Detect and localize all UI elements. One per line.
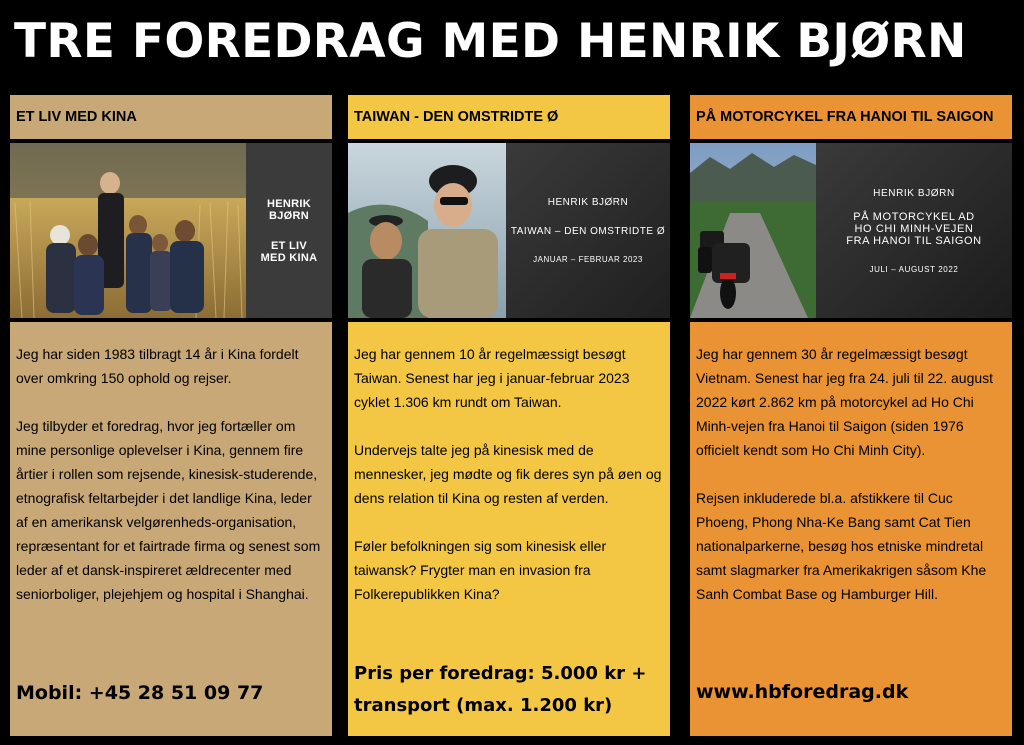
page-title: TRE FOREDRAG MED HENRIK BJØRN: [14, 14, 967, 69]
panel-title-line1: ET LIV: [270, 239, 308, 252]
lecture-card-kina: [10, 143, 332, 318]
body-paragraph: Jeg har siden 1983 tilbragt 14 år i Kina fordelt over omkring 150 ophold og rejser.: [16, 346, 299, 386]
panel-dates: JULI – AUGUST 2022: [869, 264, 959, 274]
panel-title-line3: FRA HANOI TIL SAIGON: [846, 234, 982, 247]
cyclists-photo-image: [348, 143, 506, 318]
photo-motorcycle-road: [690, 143, 816, 318]
body-paragraph: Føler befolkningen sig som kinesisk eller taiwansk? Frygter man en invasion fra Folkerepublikken Kina?: [354, 538, 607, 602]
body-paragraph: Jeg tilbyder et foredrag, hvor jeg fortæller om mine personlige oplevelser i Kina, gennem fire årtier i rollen som rejsende, kinesisk-studerende, etnografisk feltarbejder i det landlige Kina, leder af en amerikansk velgørenheds-organisation, repræsentant for et fairtrade firma og senest som leder af et dansk-inspireret ældrecenter med seniorboliger, plejehjem og hospital i Shanghai.: [16, 418, 321, 602]
motorcycle-photo-image: [690, 143, 816, 318]
panel-title-line2: HO CHI MINH-VEJEN: [854, 222, 974, 235]
price-info: Pris per foredrag: 5.000 kr + transport (max. 1.200 kr): [354, 663, 647, 716]
panel-title: TAIWAN – DEN OMSTRIDTE Ø: [510, 226, 666, 237]
column-header: ET LIV MED KINA: [10, 95, 332, 139]
panel-name-line2: BJØRN: [268, 209, 309, 222]
title-panel: [816, 143, 1012, 318]
panel-title-line1: PÅ MOTORCYKEL AD: [853, 210, 975, 223]
panel-name: HENRIK BJØRN: [547, 197, 629, 208]
column-body: [690, 322, 1012, 736]
column-body: [348, 322, 670, 736]
column-header: TAIWAN - DEN OMSTRIDTE Ø: [348, 95, 670, 139]
lecture-card-taiwan: [348, 143, 670, 318]
body-paragraph: Jeg har gennem 30 år regelmæssigt besøgt Vietnam. Senest har jeg fra 24. juli til 22. august 2022 kørt 2.862 km på motorcykel ad Ho Chi Minh-vejen fra Hanoi til Saigon (siden 1976 officielt kendt som Ho Chi Minh City).: [696, 346, 994, 458]
family-photo-image: [10, 143, 246, 318]
body-paragraph: Jeg har gennem 10 år regelmæssigt besøgt Taiwan. Senest har jeg i januar-februar 2023 cyklet 1.306 km rundt om Taiwan.: [354, 346, 630, 410]
body-paragraph: Undervejs talte jeg på kinesisk med de mennesker, jeg mødte og fik deres syn på øen og dens relation til Kina og resten af verden.: [354, 442, 662, 506]
panel-name: HENRIK BJØRN: [873, 187, 955, 199]
photo-family-in-field: [10, 143, 246, 318]
contact-phone: Mobil: +45 28 51 09 77: [16, 682, 264, 704]
column-body: [10, 322, 332, 736]
panel-title-line2: MED KINA: [260, 251, 318, 264]
title-panel: [506, 143, 670, 318]
column-header: PÅ MOTORCYKEL FRA HANOI TIL SAIGON: [690, 95, 1012, 139]
website-link[interactable]: www.hbforedrag.dk: [696, 681, 909, 703]
lecture-card-vietnam: [690, 143, 1012, 318]
panel-dates: JANUAR – FEBRUAR 2023: [533, 255, 643, 264]
title-panel: [246, 143, 332, 318]
panel-name-line1: HENRIK: [267, 197, 311, 210]
photo-cyclists-selfie: [348, 143, 506, 318]
body-paragraph: Rejsen inkluderede bl.a. afstikkere til Cuc Phoeng, Phong Nha-Ke Bang samt Cat Tien nationalparkerne, besøg hos etniske mindretal samt slagmarker fra Amerikakrigen såsom Khe Sanh Combat Base og Hamburger Hill.: [696, 490, 987, 602]
